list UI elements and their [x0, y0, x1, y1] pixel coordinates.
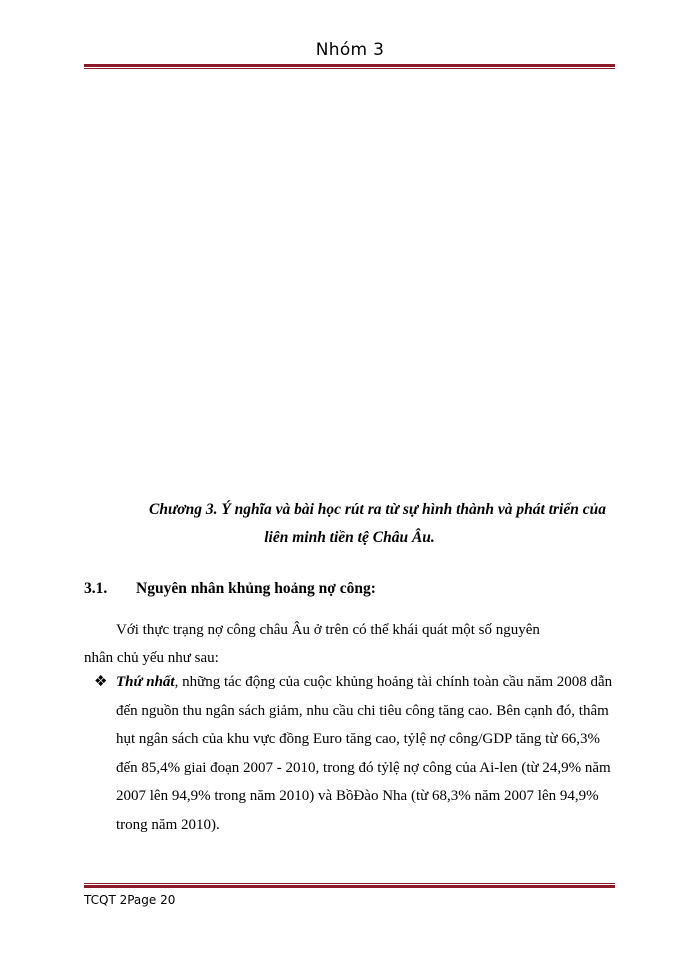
bullet-text	[84, 668, 615, 840]
section-heading	[84, 580, 376, 598]
page-footer: TCQT 2Page 20	[84, 893, 176, 907]
footer-divider-thin-line	[84, 883, 615, 884]
header-divider-thin-line	[84, 68, 615, 69]
chapter-title-line-1: Chương 3. Ý nghĩa và bài học rút ra từ sự hình thành và phát triển của	[149, 501, 606, 518]
diamond-bullet-icon: ❖	[94, 674, 108, 690]
bullet-item	[84, 668, 615, 840]
chapter-title-line-2: liên minh tiền tệ Châu Âu.	[264, 529, 435, 546]
bullet-lead-text: Thứ nhất	[116, 674, 175, 690]
footer-divider-thick-line	[84, 885, 615, 888]
chapter-title	[84, 496, 615, 552]
bullet-body-text: , những tác động của cuộc khủng hoảng tài chính toàn cầu năm 2008 dẫn đến nguồn thu ngân sách giảm, nhu cầu chi tiêu công tăng cao. Bên cạnh đó, thâm hụt ngân sách của khu vực đồng Euro tăng cao, tỷlệ nợ công/GDP tăng từ 66,3% đến 85,4% giai đoạn 2007 - 2010, trong đó tỷlệ nợ công của Ai-len (từ 24,9% năm 2007 lên 94,9% trong năm 2010) và BồĐào Nha (từ 68,3% năm 2007 lên 94,9% trong năm 2010).	[116, 674, 613, 833]
page-header-title: Nhóm 3	[315, 40, 385, 60]
header-divider	[84, 64, 615, 69]
footer-divider	[84, 883, 615, 888]
intro-paragraph-line-2: nhân chủ yếu như sau:	[84, 650, 219, 666]
section-number: 3.1.	[84, 580, 108, 597]
header-divider-thick-line	[84, 64, 615, 67]
section-title: Nguyên nhân khủng hoảng nợ công:	[136, 580, 376, 597]
intro-paragraph-line-1: Với thực trạng nợ công châu Âu ở trên có thể khái quát một số nguyên	[116, 622, 540, 638]
intro-paragraph	[84, 616, 615, 672]
